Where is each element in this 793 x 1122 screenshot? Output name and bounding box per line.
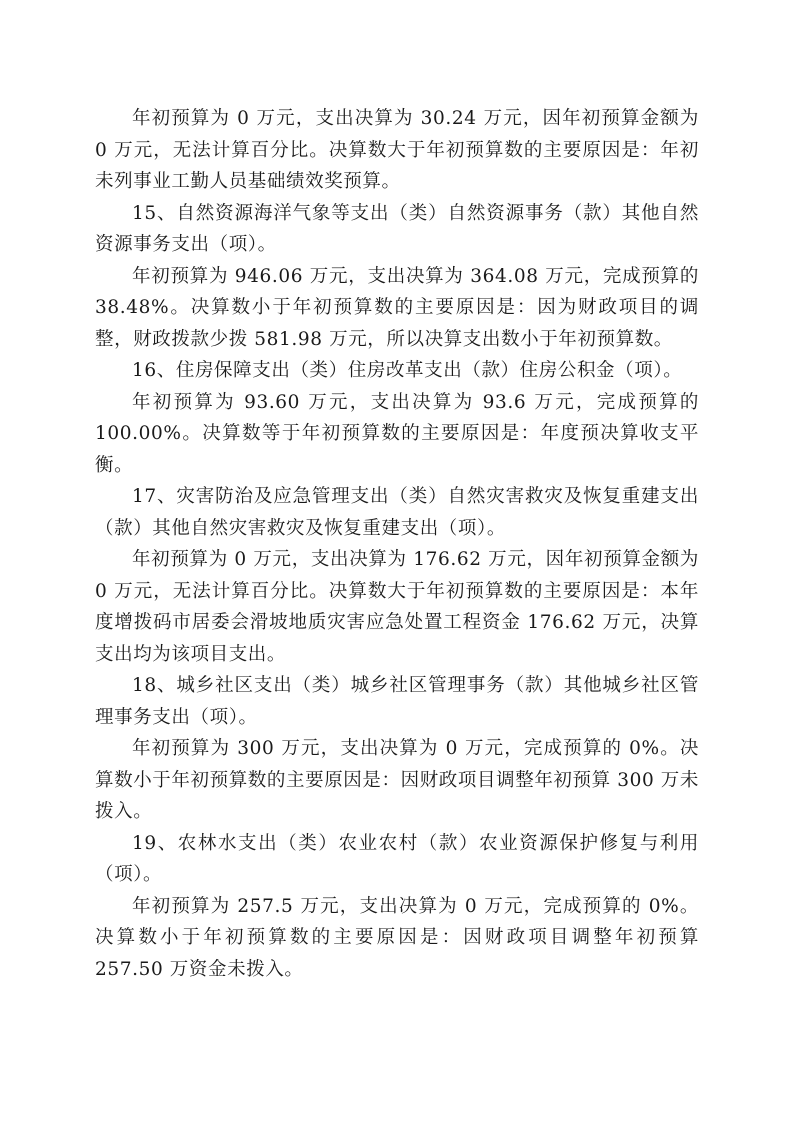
heading-item-17: 17、灾害防治及应急管理支出（类）自然灾害救灾及恢复重建支出（款）其他自然灾害救灾及恢复重建支出（项）。 [95,486,699,539]
heading-item-19: 19、农林水支出（类）农业农村（款）农业资源保护修复与利用（项）。 [95,832,699,885]
paragraph-expense-note-17: 年初预算为 0 万元，支出决算为 176.62 万元，因年初预算金额为 0 万元，无法计算百分比。决算数大于年初预算数的主要原因是：本年度增拨码市居委会滑坡地质灾害应急处置工程资金 176.62 万元，决算支出均为该项目支出。 [95,549,699,665]
paragraph-expense-note-15: 年初预算为 946.06 万元，支出决算为 364.08 万元，完成预算的 38.48%。决算数小于年初预算数的主要原因是：因为财政项目的调整，财政拨款少拨 581.98 万元，所以决算支出数小于年初预算数。 [95,265,699,350]
paragraph-expense-note-19: 年初预算为 257.5 万元，支出决算为 0 万元，完成预算的 0%。决算数小于年初预算数的主要原因是：因财政项目调整年初预算 257.50 万资金未拨入。 [95,895,699,980]
heading-item-16: 16、住房保障支出（类）住房改革支出（款）住房公积金（项）。 [132,360,683,381]
document-body [95,103,699,985]
paragraph-expense-note-18: 年初预算为 300 万元，支出决算为 0 万元，完成预算的 0%。决算数小于年初预算数的主要原因是：因财政项目调整年初预算 300 万未拨入。 [95,738,699,822]
paragraph-expense-note-16: 年初预算为 93.60 万元，支出决算为 93.6 万元，完成预算的 100.00%。决算数等于年初预算数的主要原因是：年度预决算收支平衡。 [95,391,699,476]
heading-item-18: 18、城乡社区支出（类）城乡社区管理事务（款）其他城乡社区管理事务支出（项）。 [95,675,699,728]
paragraph-expense-note-14: 年初预算为 0 万元，支出决算为 30.24 万元，因年初预算金额为 0 万元，无法计算百分比。决算数大于年初预算数的主要原因是：年初未列事业工勤人员基础绩效奖预算。 [95,108,699,192]
heading-item-15: 15、自然资源海洋气象等支出（类）自然资源事务（款）其他自然资源事务支出（项）。 [95,202,699,255]
